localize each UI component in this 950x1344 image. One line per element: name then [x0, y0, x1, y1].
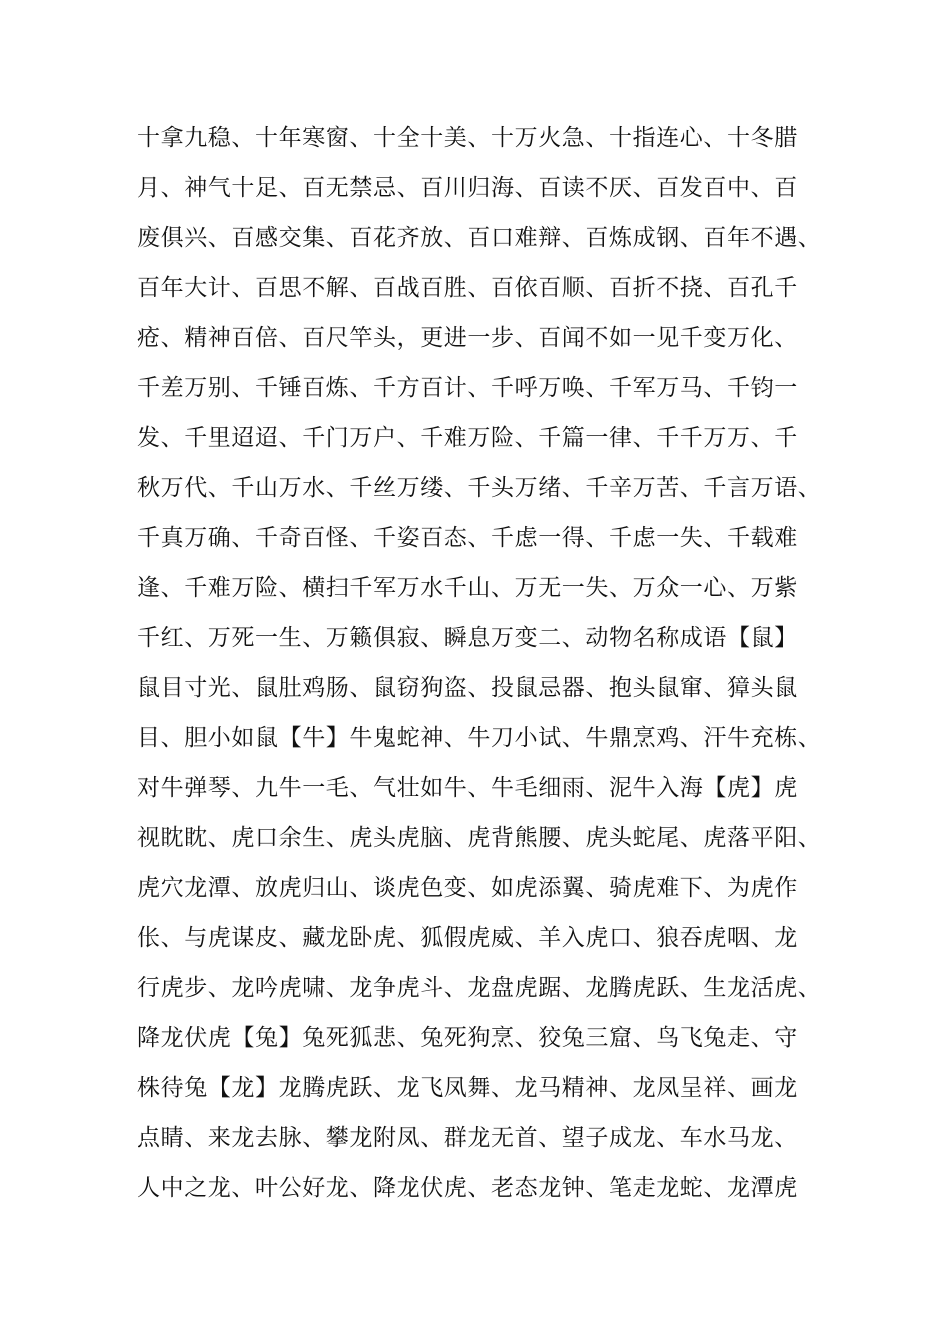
- text-line-5: 疮、精神百倍、百尺竿头，更进一步、百闻不如一见千变万化、: [137, 325, 798, 351]
- text-line-1: 十拿九稳、十年寒窗、十全十美、十万火急、十指连心、十冬腊: [137, 125, 798, 151]
- text-line-21: 点睛、来龙去脉、攀龙附凤、群龙无首、望子成龙、车水马龙、: [137, 1125, 798, 1151]
- text-line-2: 月、神气十足、百无禁忌、百川归海、百读不厌、百发百中、百: [137, 175, 798, 201]
- text-line-11: 千红、万死一生、万籁俱寂、瞬息万变二、动物名称成语【鼠】: [137, 625, 798, 651]
- text-line-17: 伥、与虎谋皮、藏龙卧虎、狐假虎威、羊入虎口、狼吞虎咽、龙: [137, 925, 798, 951]
- text-line-15: 视眈眈、虎口余生、虎头虎脑、虎背熊腰、虎头蛇尾、虎落平阳、: [137, 825, 822, 851]
- text-line-3: 废俱兴、百感交集、百花齐放、百口难辩、百炼成钢、百年不遇、: [137, 225, 822, 251]
- body-text: [137, 113, 837, 1213]
- text-line-18: 行虎步、龙吟虎啸、龙争虎斗、龙盘虎踞、龙腾虎跃、生龙活虎、: [137, 975, 822, 1001]
- text-line-13: 目、胆小如鼠【牛】牛鬼蛇神、牛刀小试、牛鼎烹鸡、汗牛充栋、: [137, 725, 822, 751]
- text-line-16: 虎穴龙潭、放虎归山、谈虎色变、如虎添翼、骑虎难下、为虎作: [137, 875, 798, 901]
- text-line-8: 秋万代、千山万水、千丝万缕、千头万绪、千辛万苦、千言万语、: [137, 475, 822, 501]
- text-line-4: 百年大计、百思不解、百战百胜、百依百顺、百折不挠、百孔千: [137, 275, 798, 301]
- text-line-22: 人中之龙、叶公好龙、降龙伏虎、老态龙钟、笔走龙蛇、龙潭虎: [137, 1175, 798, 1201]
- text-line-19: 降龙伏虎【兔】兔死狐悲、兔死狗烹、狡兔三窟、鸟飞兔走、守: [137, 1025, 798, 1051]
- text-line-20: 株待兔【龙】龙腾虎跃、龙飞凤舞、龙马精神、龙凤呈祥、画龙: [137, 1075, 798, 1101]
- text-line-12: 鼠目寸光、鼠肚鸡肠、鼠窃狗盗、投鼠忌器、抱头鼠窜、獐头鼠: [137, 675, 798, 701]
- text-line-10: 逢、千难万险、横扫千军万水千山、万无一失、万众一心、万紫: [137, 575, 798, 601]
- text-line-14: 对牛弹琴、九牛一毛、气壮如牛、牛毛细雨、泥牛入海【虎】虎: [137, 775, 798, 801]
- text-line-6: 千差万别、千锤百炼、千方百计、千呼万唤、千军万马、千钧一: [137, 375, 798, 401]
- text-line-7: 发、千里迢迢、千门万户、千难万险、千篇一律、千千万万、千: [137, 425, 798, 451]
- text-line-9: 千真万确、千奇百怪、千姿百态、千虑一得、千虑一失、千载难: [137, 525, 798, 551]
